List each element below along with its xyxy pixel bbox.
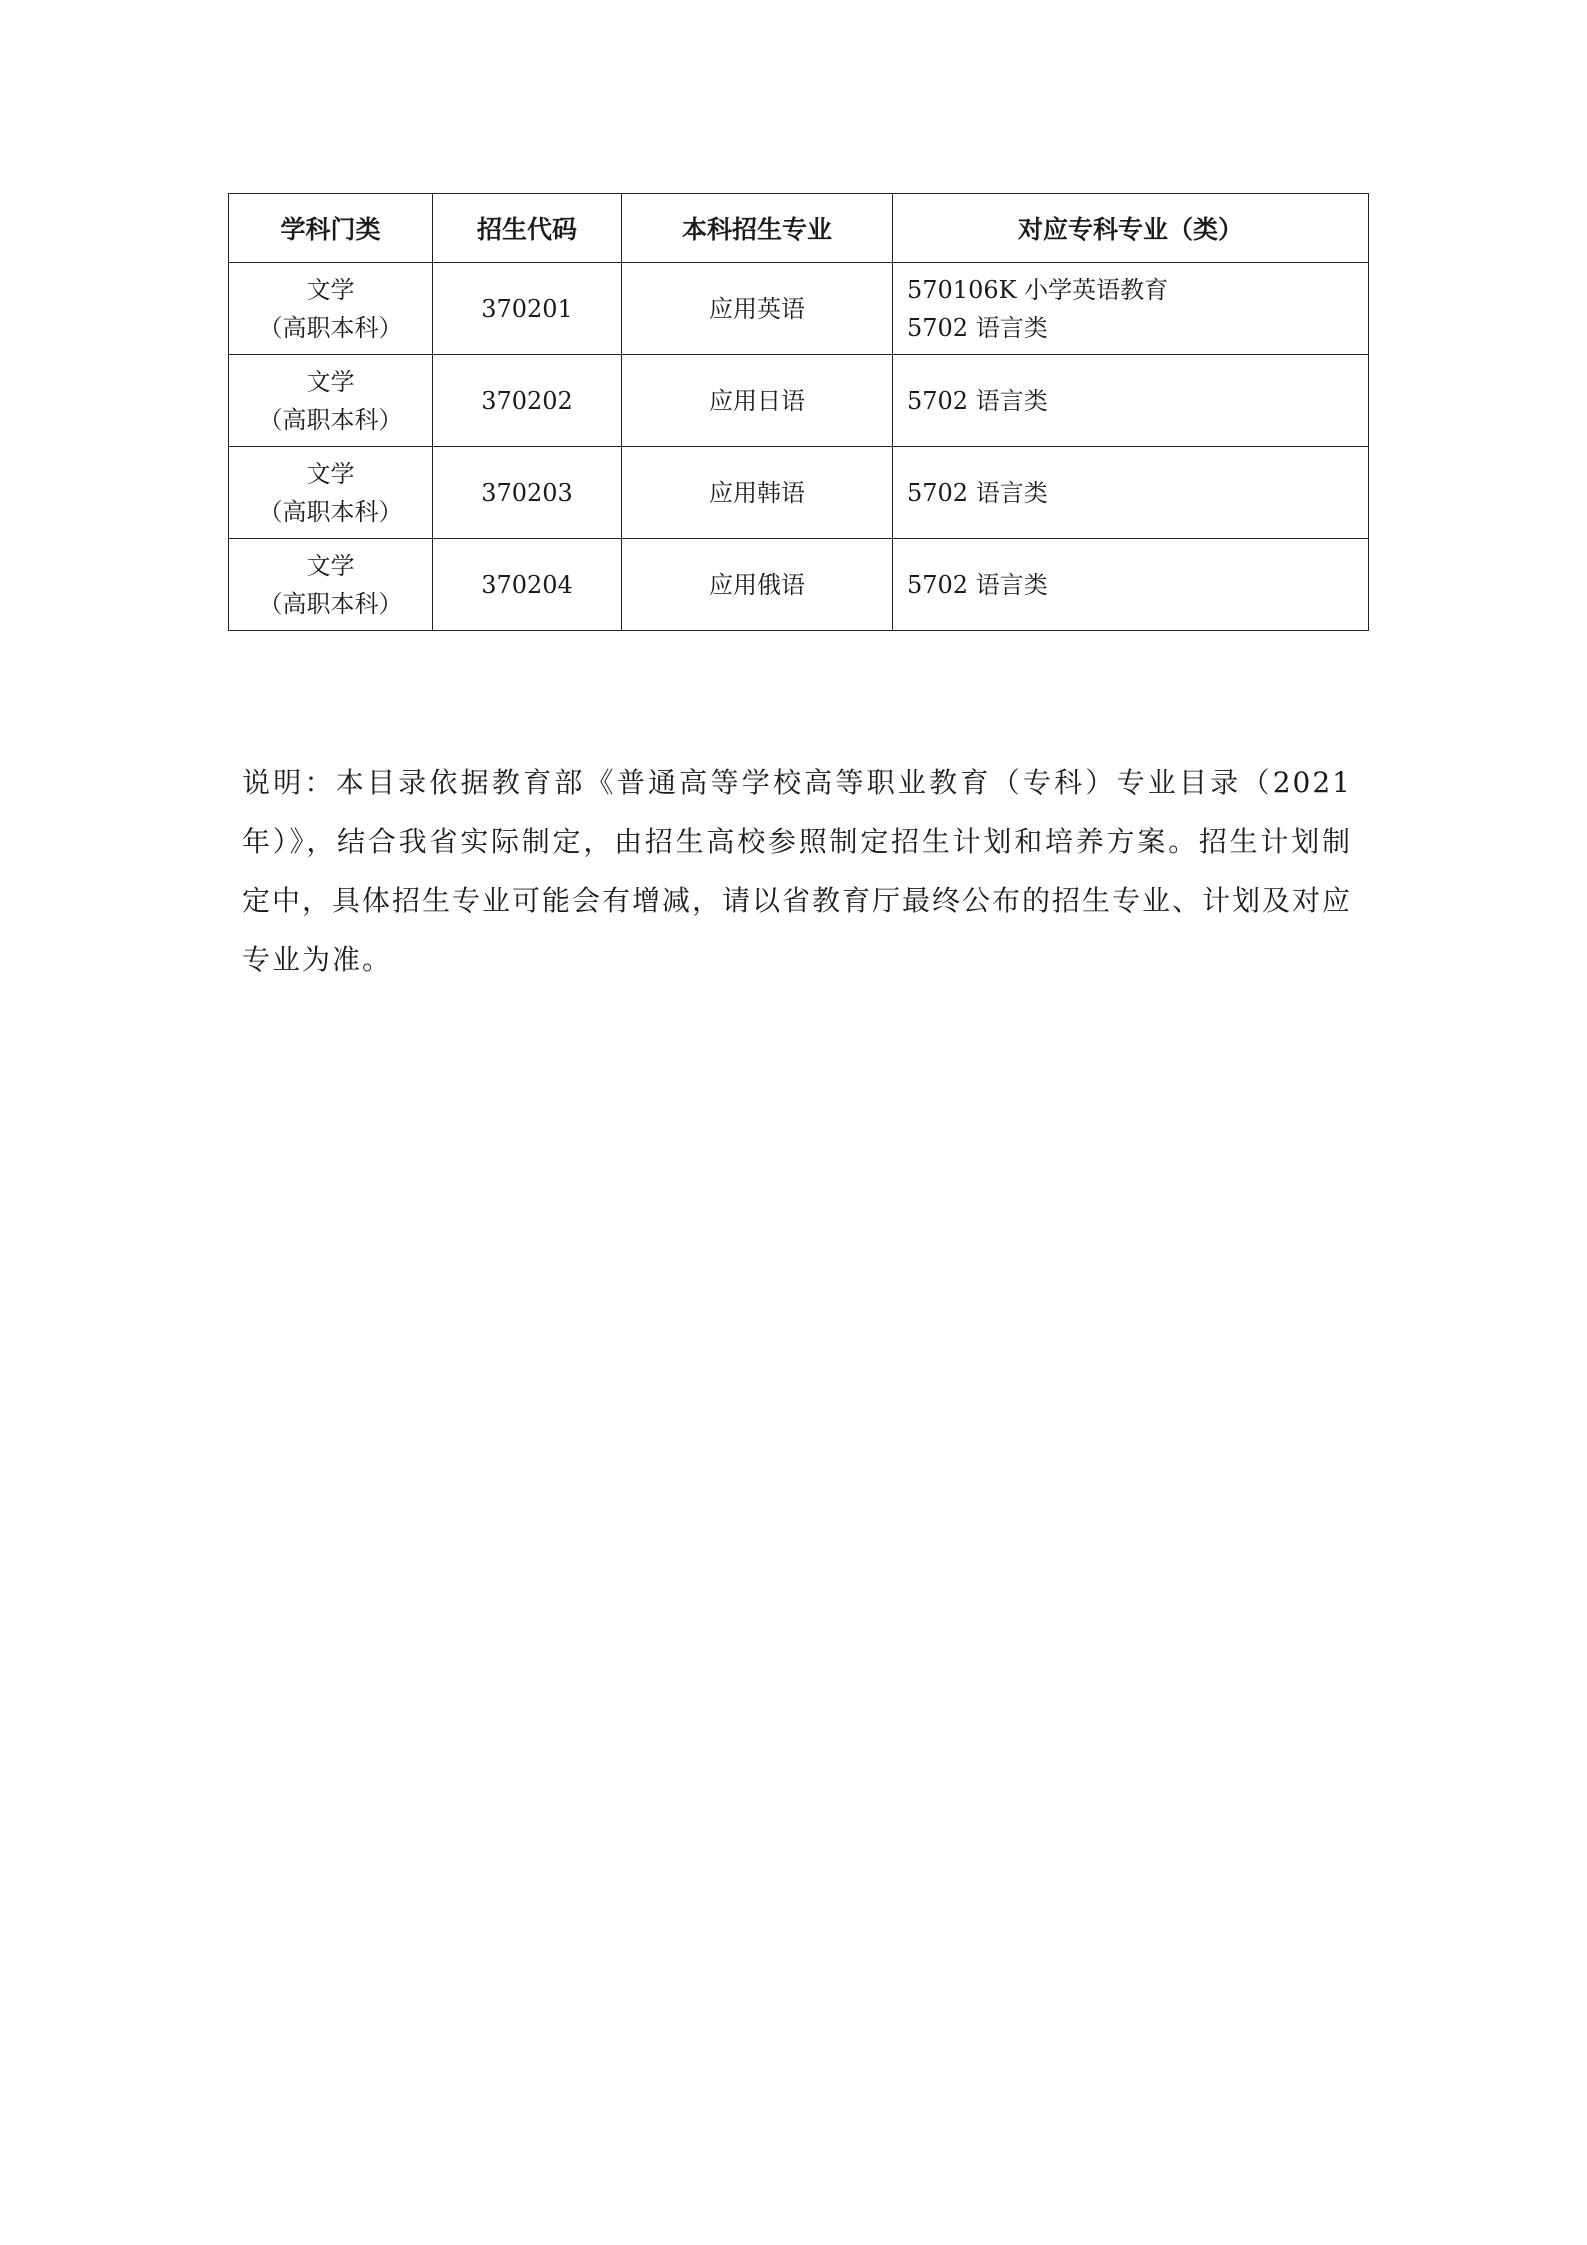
table-header-row — [229, 194, 1369, 263]
major-cell: 应用英语 — [622, 263, 893, 355]
code-cell: 370203 — [433, 447, 622, 539]
category-level: （高职本科） — [258, 589, 403, 618]
major-cell: 应用俄语 — [622, 539, 893, 631]
related-major-line: 5702 语言类 — [907, 313, 1048, 342]
category-name: 文学 — [306, 551, 355, 580]
related-major-cell — [893, 447, 1369, 539]
table-row — [229, 355, 1369, 447]
explanation-note: 说明：本目录依据教育部《普通高等学校高等职业教育（专科）专业目录（2021年）》，结合我省实际制定，由招生高校参照制定招生计划和培养方案。招生计划制定中，具体招生专业可能会有增减，请以省教育厅最终公布的招生专业、计划及对应专业为准。 — [242, 766, 1353, 976]
related-major-cell — [893, 263, 1369, 355]
category-cell — [229, 447, 433, 539]
category-name: 文学 — [306, 367, 355, 396]
category-cell — [229, 355, 433, 447]
code-cell: 370204 — [433, 539, 622, 631]
related-major-cell — [893, 539, 1369, 631]
category-name: 文学 — [306, 275, 355, 304]
related-major-line: 5702 语言类 — [907, 570, 1048, 599]
category-level: （高职本科） — [258, 405, 403, 434]
category-cell — [229, 539, 433, 631]
code-cell: 370202 — [433, 355, 622, 447]
code-cell: 370201 — [433, 263, 622, 355]
table-row — [229, 263, 1369, 355]
related-major-line: 5702 语言类 — [907, 386, 1048, 415]
header-code: 招生代码 — [433, 194, 622, 263]
header-major: 本科招生专业 — [622, 194, 893, 263]
major-catalog-table — [228, 193, 1369, 631]
major-cell: 应用韩语 — [622, 447, 893, 539]
table-row — [229, 447, 1369, 539]
category-name: 文学 — [306, 459, 355, 488]
related-major-cell — [893, 355, 1369, 447]
related-major-line: 570106K 小学英语教育 — [907, 275, 1169, 304]
category-cell — [229, 263, 433, 355]
major-cell: 应用日语 — [622, 355, 893, 447]
category-level: （高职本科） — [258, 497, 403, 526]
table-row — [229, 539, 1369, 631]
related-major-line: 5702 语言类 — [907, 478, 1048, 507]
category-level: （高职本科） — [258, 313, 403, 342]
header-category: 学科门类 — [229, 194, 433, 263]
header-related-major: 对应专科专业（类） — [893, 194, 1369, 263]
